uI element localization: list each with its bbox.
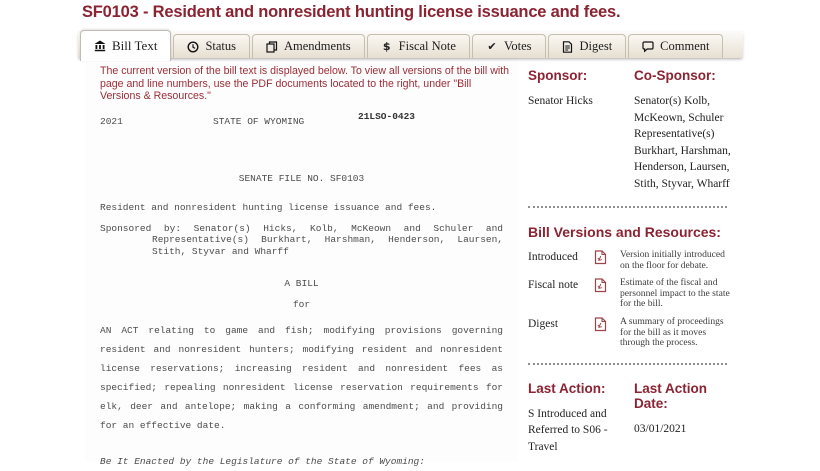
- pdf-icon[interactable]: [594, 250, 608, 265]
- document-icon: [562, 41, 574, 53]
- tab-comment[interactable]: [628, 34, 723, 58]
- dollar-icon: $: [381, 41, 393, 53]
- last-action-section: [528, 381, 735, 456]
- clock-icon: [187, 41, 199, 53]
- sponsor-heading: Sponsor:: [528, 68, 634, 83]
- page-title: SF0103 - Resident and nonresident hunting license issuance and fees.: [82, 3, 620, 22]
- resource-label: Introduced: [528, 250, 594, 271]
- tab-bill-text[interactable]: [80, 30, 171, 61]
- bank-icon: [94, 40, 106, 52]
- resource-description: Version initially introduced on the floor for debate.: [620, 250, 735, 271]
- resource-label: Fiscal note: [528, 278, 594, 310]
- resource-row-introduced: [528, 250, 735, 271]
- cosponsor-value: Senator(s) Kolb, McKeown, Schuler Representative(s) Burkhart, Harshman, Henderson, Laursen, Stith, Styvar, Wharff: [634, 93, 736, 192]
- document-header: [100, 112, 503, 131]
- pdf-icon[interactable]: [594, 317, 608, 332]
- pdf-icon[interactable]: [594, 278, 608, 293]
- tab-label: Votes: [504, 39, 532, 54]
- tab-amendments[interactable]: [252, 34, 365, 58]
- resources-section: [528, 224, 735, 349]
- a-bill-heading: A BILL: [100, 274, 503, 293]
- last-action-heading: Last Action:: [528, 381, 634, 396]
- tab-fiscal-note[interactable]: [367, 34, 470, 58]
- comment-icon: [642, 41, 654, 53]
- sponsored-by: Sponsored by: Senator(s) Hicks, Kolb, McKeown and Schuler and Representative(s) Burkhart, Harshman, Henderson, Laursen, Stith, Styvar and Wharff: [100, 223, 503, 258]
- tab-bar: [78, 31, 743, 58]
- tab-label: Digest: [580, 39, 613, 54]
- tab-digest[interactable]: [548, 34, 627, 58]
- tab-status[interactable]: [173, 34, 250, 58]
- bill-sidebar: [528, 58, 735, 455]
- resource-row-fiscal-note: [528, 278, 735, 310]
- tab-label: Fiscal Note: [399, 39, 456, 54]
- resources-heading: Bill Versions and Resources:: [528, 224, 735, 240]
- tab-label: Bill Text: [112, 38, 157, 54]
- last-action-date-value: 03/01/2021: [634, 421, 735, 438]
- last-action-date-heading: Last Action Date:: [634, 381, 735, 411]
- version-notice: The current version of the bill text is displayed below. To view all versions of the bill with page and line numbers, use the PDF documents located to the right, under "Bill Versions & Resources.": [100, 65, 510, 103]
- file-heading: SENATE FILE NO. SF0103: [100, 169, 503, 188]
- dotted-divider: [528, 206, 727, 208]
- tab-label: Comment: [660, 39, 709, 54]
- lso-number: 21LSO-0423: [358, 107, 415, 126]
- resource-description: A summary of proceedings for the bill as it moves through the process.: [620, 317, 735, 349]
- session-year: 2021: [100, 112, 123, 131]
- for-word: for: [100, 295, 503, 314]
- tab-label: Status: [205, 39, 236, 54]
- cosponsor-heading: Co-Sponsor:: [634, 68, 736, 83]
- tab-label: Amendments: [284, 39, 351, 54]
- resource-description: Estimate of the fiscal and personnel impact to the state for the bill.: [620, 278, 735, 310]
- enacting-clause: Be It Enacted by the Legislature of the State of Wyoming:: [100, 452, 503, 471]
- catch-title: Resident and nonresident hunting license issuance and fees.: [100, 198, 503, 217]
- last-action-value: S Introduced and Referred to S06 - Travel: [528, 406, 624, 456]
- resource-label: Digest: [528, 317, 594, 349]
- tab-votes[interactable]: [472, 34, 546, 58]
- dotted-divider: [528, 363, 727, 365]
- resource-row-digest: [528, 317, 735, 349]
- sponsor-value: Senator Hicks: [528, 93, 634, 110]
- state-name: STATE OF WYOMING: [213, 112, 304, 131]
- bill-text-panel: [85, 58, 518, 461]
- copy-icon: [266, 41, 278, 53]
- act-clause: AN ACT relating to game and fish; modifying provisions governing resident and nonresident hunters; modifying resident and nonresident license reservations; increasing resident and nonresident fees as specified; repealing nonresident license reservation requirements for elk, deer and antelope; making a conforming amendment; and providing for an effective date.: [100, 321, 503, 435]
- sponsor-section: [528, 68, 735, 192]
- bill-document: [100, 112, 503, 471]
- check-icon: ✔: [486, 41, 498, 53]
